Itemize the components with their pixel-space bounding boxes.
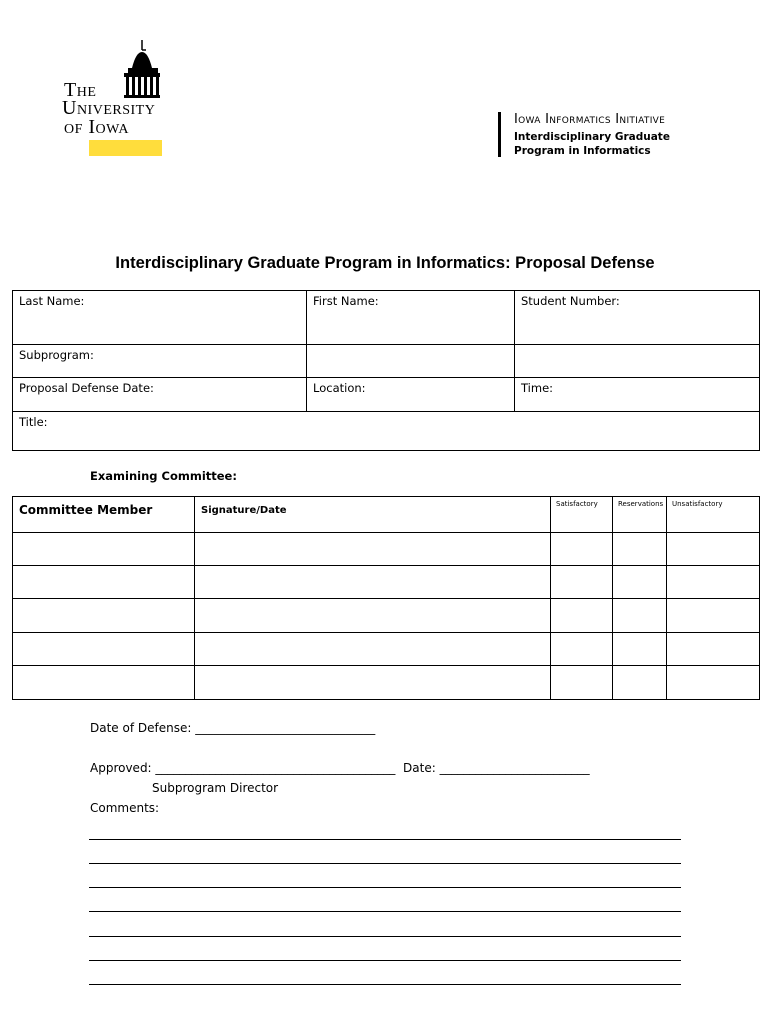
comment-line[interactable] xyxy=(89,984,681,985)
member-cell[interactable] xyxy=(13,533,195,566)
first-name-label: First Name: xyxy=(313,294,379,308)
time-field[interactable] xyxy=(515,378,760,412)
reservations-cell[interactable] xyxy=(613,599,667,633)
university-name-line3: of Iowa xyxy=(64,116,129,138)
satisfactory-cell[interactable] xyxy=(551,633,613,666)
date-of-defense-line[interactable]: Date of Defense: ______________________________ xyxy=(90,721,376,735)
satisfactory-cell[interactable] xyxy=(551,599,613,633)
reservations-cell[interactable] xyxy=(613,633,667,666)
defense-date-field[interactable] xyxy=(13,378,307,412)
title-label: Title: xyxy=(19,415,48,429)
reservations-cell[interactable] xyxy=(613,666,667,700)
unsatisfactory-cell[interactable] xyxy=(667,533,760,566)
reservations-cell[interactable] xyxy=(613,533,667,566)
comment-line[interactable] xyxy=(89,936,681,937)
member-cell[interactable] xyxy=(13,633,195,666)
unsatisfactory-cell[interactable] xyxy=(667,566,760,599)
committee-row xyxy=(13,599,760,633)
committee-row xyxy=(13,566,760,599)
comment-line[interactable] xyxy=(89,863,681,864)
last-name-label: Last Name: xyxy=(19,294,85,308)
comment-line[interactable] xyxy=(89,887,681,888)
member-cell[interactable] xyxy=(13,599,195,633)
university-name-line1: The xyxy=(64,79,97,101)
reservations-header: Reservations xyxy=(613,497,667,533)
unsatisfactory-cell[interactable] xyxy=(667,633,760,666)
comment-line[interactable] xyxy=(89,960,681,961)
reservations-cell[interactable] xyxy=(613,566,667,599)
committee-row xyxy=(13,666,760,700)
university-name-line2: University xyxy=(62,97,156,119)
subprogram-extra-cell-2[interactable] xyxy=(515,345,760,378)
last-name-field[interactable] xyxy=(13,291,307,345)
committee-row xyxy=(13,633,760,666)
signature-date-header: Signature/Date xyxy=(195,497,551,533)
signature-cell[interactable] xyxy=(195,533,551,566)
title-field[interactable] xyxy=(13,412,760,451)
subprogram-extra-cell[interactable] xyxy=(307,345,515,378)
satisfactory-cell[interactable] xyxy=(551,566,613,599)
examining-committee-label: Examining Committee: xyxy=(90,469,237,483)
unsatisfactory-cell[interactable] xyxy=(667,599,760,633)
form-title: Interdisciplinary Graduate Program in Informatics: Proposal Defense xyxy=(115,254,655,272)
location-label: Location: xyxy=(313,381,366,395)
subprogram-field[interactable] xyxy=(13,345,307,378)
comment-line[interactable] xyxy=(89,911,681,912)
unsatisfactory-header: Unsatisfactory xyxy=(667,497,760,533)
signature-cell[interactable] xyxy=(195,633,551,666)
satisfactory-header: Satisfactory xyxy=(551,497,613,533)
subprogram-director-label: Subprogram Director xyxy=(152,781,279,795)
student-info-table xyxy=(12,290,760,451)
university-accent-bar xyxy=(89,140,162,156)
committee-row xyxy=(13,533,760,566)
first-name-field[interactable] xyxy=(307,291,515,345)
student-number-label: Student Number: xyxy=(521,294,620,308)
initiative-program-line1: Interdisciplinary Graduate xyxy=(514,131,670,143)
subprogram-label: Subprogram: xyxy=(19,348,94,362)
comments-label: Comments: xyxy=(90,801,160,815)
approved-line[interactable]: Approved: ________________________________________ Date: _________________________ xyxy=(90,761,590,775)
initiative-name: Iowa Informatics Initiative xyxy=(514,112,666,127)
student-number-field[interactable] xyxy=(515,291,760,345)
satisfactory-cell[interactable] xyxy=(551,533,613,566)
unsatisfactory-cell[interactable] xyxy=(667,666,760,700)
member-cell[interactable] xyxy=(13,666,195,700)
initiative-divider xyxy=(498,112,501,157)
committee-table xyxy=(12,496,760,700)
signature-cell[interactable] xyxy=(195,666,551,700)
initiative-program-line2: Program in Informatics xyxy=(514,145,651,157)
committee-member-header: Committee Member xyxy=(13,497,195,533)
defense-date-label: Proposal Defense Date: xyxy=(19,381,154,395)
signature-cell[interactable] xyxy=(195,566,551,599)
member-cell[interactable] xyxy=(13,566,195,599)
signature-cell[interactable] xyxy=(195,599,551,633)
satisfactory-cell[interactable] xyxy=(551,666,613,700)
comment-line[interactable] xyxy=(89,839,681,840)
time-label: Time: xyxy=(521,381,554,395)
location-field[interactable] xyxy=(307,378,515,412)
